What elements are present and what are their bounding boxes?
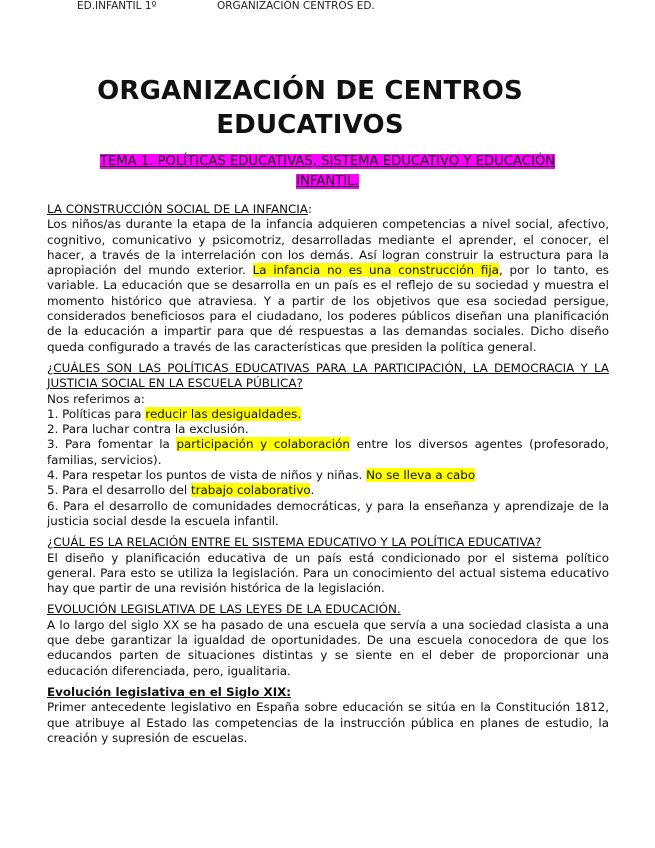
section-heading-evolucion: EVOLUCIÓN LEGISLATIVA DE LAS LEYES DE LA EDUCACIÓN.	[47, 602, 401, 617]
paragraph-evolucion: A lo largo del siglo XX se ha pasado de una escuela que servía a una sociedad clasista a una que debe garantizar la igualdad de oportunidades. De una escuela conocedora de que los educandos parten de situaciones distintas y se siente en el deber de proporcionar una educación diferenciada, pero, igualitaria.	[47, 617, 609, 678]
highlight-desigualdades: reducir las desigualdades.	[145, 406, 302, 421]
list-item-1-text: 1. Políticas para	[47, 406, 146, 421]
list-item-5-end: .	[310, 483, 315, 498]
highlight-no-se-lleva: No se lleva a cabo	[366, 468, 476, 483]
document-title: ORGANIZACIÓN DE CENTROS EDUCATIVOS	[97, 76, 523, 140]
list-item-5	[47, 483, 609, 498]
header-subject: ORGANIZACIÓN CENTROS ED.	[217, 0, 375, 12]
paragraph-siglo-xix: Primer antecedente legislativo en España sobre educación se sitúa en la Constitución 1812, que atribuye al Estado las competencias de la instrucción pública en planes de estudio, la creación y supresión de escuelas.	[47, 700, 609, 745]
highlight-trabajo-colaborativo: trabajo colaborativo	[190, 483, 311, 498]
highlight-participacion: participación y colaboración	[176, 437, 350, 452]
list-item-1	[47, 407, 609, 422]
list-item-3-text: 3. Para fomentar la	[47, 437, 177, 452]
list-item-2: 2. Para luchar contra la exclusión.	[47, 422, 249, 437]
topic-subtitle-text: TEMA 1. POLÍTICAS EDUCATIVAS, SISTEMA EDUCATIVO Y EDUCACIÓN INFANTIL.	[99, 154, 556, 189]
highlight-infancia: La infancia no es una construcción fija	[252, 263, 499, 278]
list-item-5-text: 5. Para el desarrollo del	[47, 483, 191, 498]
topic-subtitle	[80, 152, 575, 192]
paragraph-infancia-part2: , por lo tanto, es variable. La educación que se desarrolla en un país es el reflejo de su sociedad y muestra el momento histórico que atraviesa. Y a partir de los objetivos que esa sociedad persigue, considerados beneficiosos para el ciudadano, los poderes públicos diseñan una planificación de la educación a impartir para que dé respuestas a las demandas sociales. Dicho diseño queda configurado a través de las características que presiden la política general.	[47, 263, 609, 354]
paragraph-relacion: El diseño y planificación educativa de un país está condicionado por el sistema político general. Para esto se utiliza la legislación. Para un conocimiento del actual sistema educativo hay que partir de una revisión histórica de la legislación.	[47, 550, 609, 596]
paragraph-infancia	[47, 217, 609, 355]
section-heading-relacion: ¿CUÁL ES LA RELACIÓN ENTRE EL SISTEMA EDUCATIVO Y LA POLÍTICA EDUCATIVA?	[47, 535, 542, 550]
list-item-4-text: 4. Para respetar los puntos de vista de niños y niñas.	[47, 468, 367, 483]
section-heading-infancia-text: LA CONSTRUCCIÓN SOCIAL DE LA INFANCIA	[47, 202, 308, 216]
list-item-3	[47, 437, 609, 468]
list-item-6: 6. Para el desarrollo de comunidades democráticas, y para la enseñanza y aprendizaje de la justicia social desde la escuela infantil.	[47, 498, 609, 528]
header-course: ED.INFANTIL 1º	[77, 0, 157, 12]
paragraph-infancia-part1: Los niños/as durante la etapa de la infancia adquieren competencias a nivel social, afectivo, cognitivo, comunicativo y psicomotriz, desarrolladas mediante el aprender, el conocer, el hacer, a través de la interrelación con los demás. Así logran construir la estructura para la apropiación del mundo exterior.	[47, 217, 609, 278]
list-intro: Nos referimos a:	[47, 391, 145, 406]
page-header	[0, 0, 655, 16]
document-body	[47, 202, 609, 746]
section-heading-politicas: ¿CUÁLES SON LAS POLÍTICAS EDUCATIVAS PARA LA PARTICIPACIÓN, LA DEMOCRACIA Y LA JUSTICIA SOCIAL EN LA ESCUELA PÚBLICA?	[47, 360, 609, 391]
list-item-4	[47, 468, 609, 483]
section-heading-siglo-xix: Evolución legislativa en el Siglo XIX:	[47, 684, 292, 699]
list-item-3-rest: entre los diversos agentes (profesorado, familias, servicios).	[47, 437, 609, 467]
section-heading-infancia	[47, 202, 609, 217]
heading-colon: :	[307, 202, 312, 216]
